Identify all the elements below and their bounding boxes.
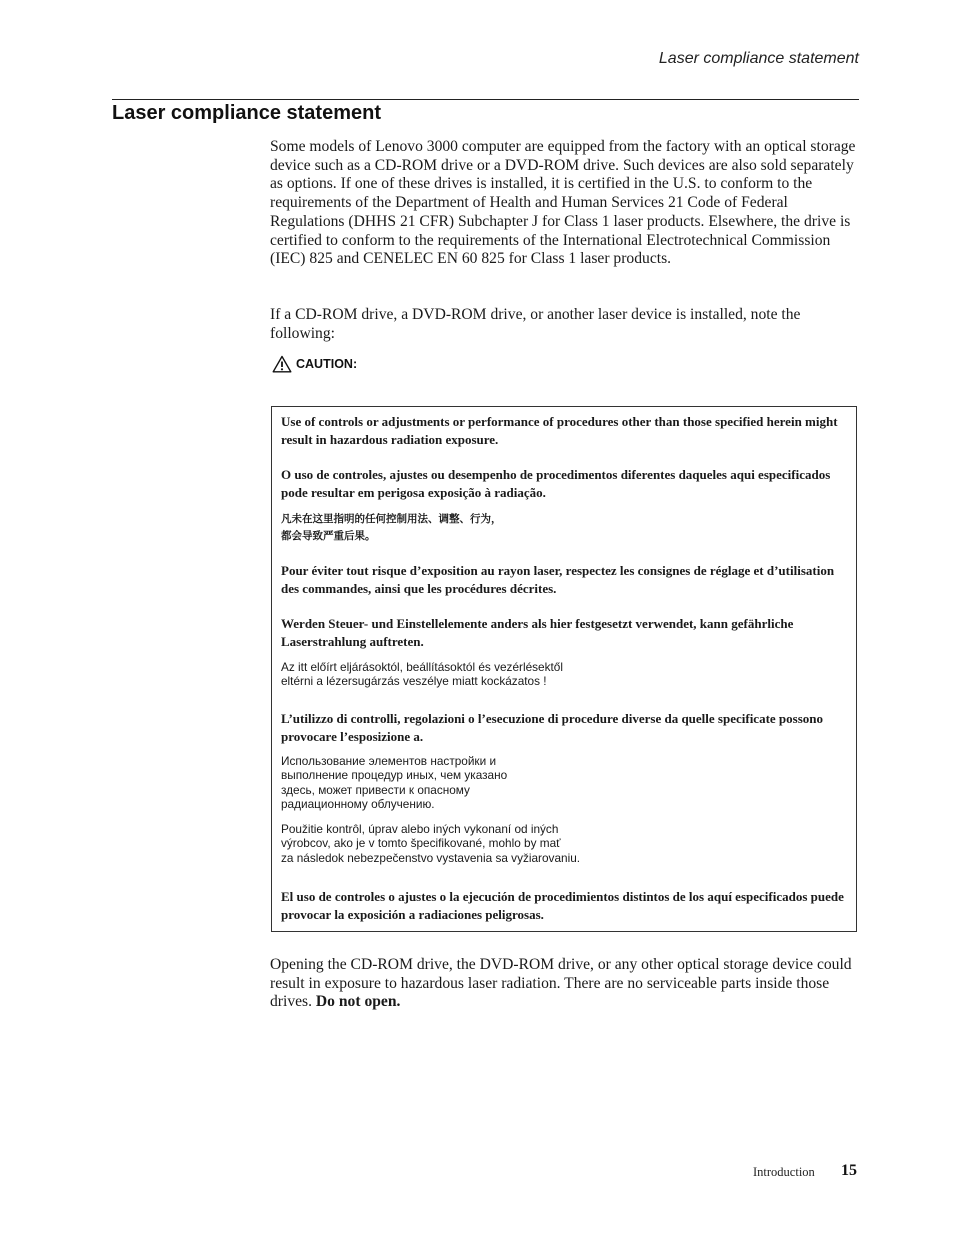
warning-german: Werden Steuer- und Einstellelemente anders als hier festgesetzt verwendet, kann gefährliche Laserstrahlung auftreten. xyxy=(281,616,794,649)
warning-slovak: Použitie kontrôl, úprav alebo iných vykonaní od iných výrobcov, ako je v tomto špecifikované, mohlo by mať za následok nebezpečenstvo vystavenia sa vyžiarovaniu. xyxy=(281,822,581,865)
page-number: 15 xyxy=(841,1162,857,1179)
warning-chinese: 凡未在这里指明的任何控制用法、调整、行为， 都会导致严重后果。 xyxy=(281,513,502,542)
closing-paragraph xyxy=(270,956,858,1012)
warning-hungarian: Az itt előírt eljárásoktól, beállításoktól és vezérlésektől eltérni a lézersugárzás veszélye miatt kockázatos ! xyxy=(281,660,563,689)
intro-paragraph: Some models of Lenovo 3000 computer are equipped from the factory with an optical storage device such as a CD-ROM drive or a DVD-ROM drive. Such devices are also sold separately as options. If one of these drives is installed, it is certified in the U.S. to conform to the requirements of the Department of Health and Human Services 21 Code of Federal Regulations (DHHS 21 CFR) Subchapter J for Class 1 laser products. Elsewhere, the drive is certified to conform to the requirements of the International Electrotechnical Commission (IEC) 825 and CENELEC EN 60 825 for Class 1 laser products. xyxy=(270,138,856,268)
closing-text: Opening the CD-ROM drive, the DVD-ROM drive, or any other optical storage device could result in exposure to hazardous laser radiation. There are no serviceable parts inside those drives. xyxy=(270,956,852,1011)
header-rule xyxy=(112,99,859,100)
footer-section-label: Introduction xyxy=(753,1165,815,1179)
warning-spanish: El uso de controles o ajustes o la ejecución de procedimientos distintos de los aquí especificados puede provocar la exposición a radiaciones peligrosas. xyxy=(281,889,844,922)
laser-warning-box xyxy=(271,406,857,932)
warning-french: Pour éviter tout risque d’exposition au rayon laser, respectez les consignes de réglage et d’utilisation des commandes, ainsi que les procédures décrites. xyxy=(281,563,835,596)
do-not-open-text: Do not open. xyxy=(315,993,401,1011)
section-title: Laser compliance statement xyxy=(112,102,381,124)
caution-heading xyxy=(272,355,357,373)
caution-label: CAUTION: xyxy=(296,357,358,371)
warning-triangle-icon xyxy=(272,355,292,373)
note-paragraph: If a CD-ROM drive, a DVD-ROM drive, or another laser device is installed, note the following: xyxy=(270,306,801,342)
warning-english: Use of controls or adjustments or performance of procedures other than those specified herein might result in hazardous radiation exposure. xyxy=(281,414,838,447)
running-header: Laser compliance statement xyxy=(658,50,859,67)
warning-russian: Использование элементов настройки и выполнение процедур иных, чем указано здесь, может привести к опасному радиационному облучению. xyxy=(281,754,508,811)
warning-portuguese: O uso de controles, ajustes ou desempenho de procedimentos diferentes daqueles aqui especificados pode resultar em perigosa exposição à radiação. xyxy=(281,467,831,500)
warning-italian: L’utilizzo di controlli, regolazioni o l’esecuzione di procedure diverse da quelle specificate possono provocare l’esposizione a. xyxy=(281,711,824,744)
